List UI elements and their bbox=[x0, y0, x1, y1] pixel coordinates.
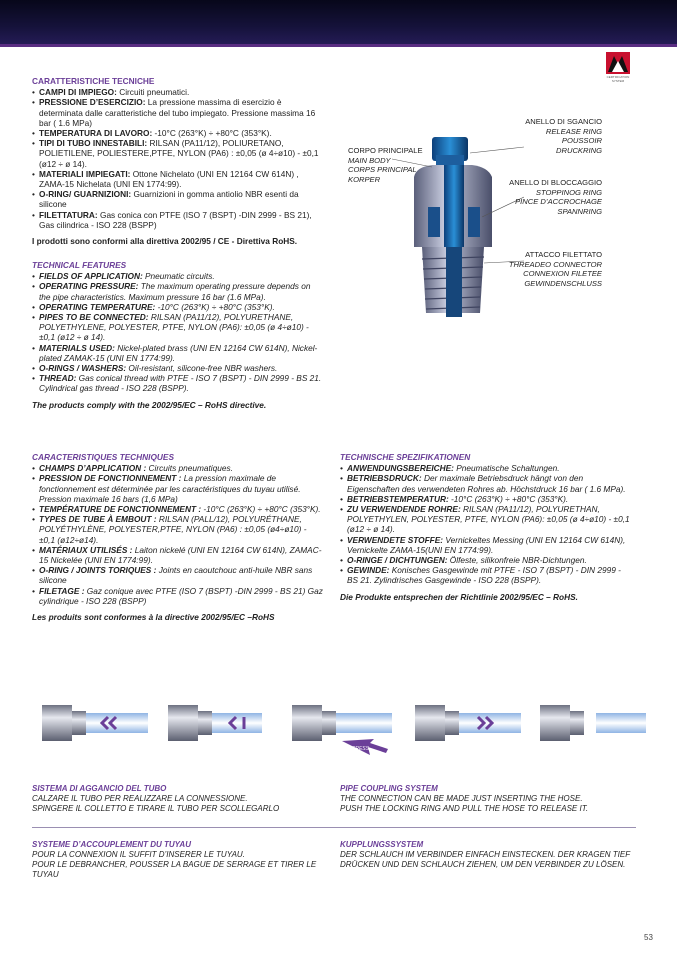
spec-item bbox=[32, 363, 324, 373]
spec-item-key: PRESSIONE D’ESERCIZIO: bbox=[39, 97, 146, 108]
spec-item-key: O-RINGS / WASHERS: bbox=[39, 363, 127, 374]
spec-item bbox=[340, 555, 632, 565]
spec-item bbox=[32, 97, 324, 128]
spec-item bbox=[32, 138, 324, 169]
spec-item-value: -10°C (263°K) ÷ +80°C (353°K). bbox=[201, 504, 321, 515]
spec-item-value: Oil-resistant, silicone-free NBR washers. bbox=[126, 363, 278, 374]
spec-item-value: RILSAN (PA11/12), POLYURETHANE, POLYETHYLENE, POLYESTER, PTFE, NYLON (PA6): ±0,05 (ø 4÷ø10) - ±0,1 (ø12 ÷ ø 14). bbox=[39, 312, 309, 343]
spec-item-key: FIELDS OF APPLICATION: bbox=[39, 271, 143, 282]
french-specs bbox=[32, 452, 324, 622]
spec-item bbox=[32, 302, 324, 312]
italian-specs-title: CARATTERISTICHE TECNICHE bbox=[32, 76, 155, 86]
spec-item-key: ANWENDUNGSBEREICHE: bbox=[347, 463, 454, 474]
spec-item-value: Ölfeste, silikonfreie NBR-Dichtungen. bbox=[447, 555, 587, 566]
coupling-sequence-diagram bbox=[30, 695, 650, 755]
spec-item-value: Pneumatic circuits. bbox=[142, 271, 215, 282]
spec-item bbox=[340, 535, 632, 555]
english-rohs-note: The products comply with the 2002/95/EC – RoHS directive. bbox=[32, 399, 267, 410]
spec-item-value: Guarnizioni in gomma antiolio NBR esenti da silicone bbox=[39, 189, 299, 210]
spec-item-key: O-RING / JOINTS TORIQUES : bbox=[39, 565, 157, 576]
spec-item bbox=[32, 463, 324, 473]
spec-item bbox=[340, 494, 632, 504]
spec-item bbox=[340, 473, 632, 493]
spec-item-value: La pressione massima di esercizio è determinata dalle caratteristiche del tubo impiegato. Pressione massima 16 bar ( 1.6 MPa) bbox=[39, 97, 316, 128]
spec-item-key: OPERATING TEMPERATURE: bbox=[39, 301, 156, 312]
spec-item-key: MATERIALI IMPIEGATI: bbox=[39, 168, 131, 179]
spec-item-key: PIPES TO BE CONNECTED: bbox=[39, 312, 149, 323]
spec-item bbox=[32, 189, 324, 209]
logo-caption: CERTIFICATION SYSTEM bbox=[606, 75, 630, 83]
spec-item bbox=[32, 281, 324, 301]
release-ring-label: ANELLO DI SGANCIO RELEASE RING POUSSOIR DRUCKRING bbox=[525, 117, 602, 155]
spec-item bbox=[32, 586, 324, 606]
spec-item-value: Ottone Nichelato (UNI EN 12164 CW 614N) , ZAMA-15 Nichelata (UNI EN 1774:99). bbox=[39, 168, 299, 190]
spec-item-key: MATÉRIAUX UTILISÉS : bbox=[39, 544, 133, 555]
spec-item-key: THREAD: bbox=[39, 373, 77, 384]
main-body-label: CORPO PRINCIPALE MAIN BODY CORPS PRINCIPAL KORPER bbox=[348, 146, 423, 184]
spec-item-value: RILSAN (PA11/12), POLYURETHAN, POLYETHYLEN, POLYESTER, PTFE, NYLON (PA6): ±0,05 (ø 4÷ø10) - ±0,1 (ø12 ÷ ø 14). bbox=[347, 504, 630, 535]
spec-item-value: Gas conical thread with PTFE - ISO 7 (BSPT) - DIN 2999 - BS 21. Cylindrical gas thread - ISO 228 (BSPP). bbox=[39, 373, 322, 394]
spec-item-key: VERWENDETE STOFFE: bbox=[347, 534, 444, 545]
stopping-ring-label: ANELLO DI BLOCCAGGIO STOPPINOG RING PINCE D’ACCROCHAGE SPANNRING bbox=[509, 178, 602, 216]
spec-item-key: TIPI DI TUBO INNESTABILI: bbox=[39, 138, 148, 149]
french-rohs-note: Les produits sont conformes à la directive 2002/95/EC –RoHS bbox=[32, 612, 275, 623]
spec-item-key: CHAMPS D’APPLICATION : bbox=[39, 463, 147, 474]
spec-item-key: TYPES DE TUBE À EMBOUT : bbox=[39, 514, 157, 525]
spec-item bbox=[32, 271, 324, 281]
spec-item bbox=[32, 565, 324, 585]
spec-item-value: The maximum operating pressure depends on the pipe characteristics. Maximum pressure 16 bar (1.6 MPa). bbox=[39, 281, 311, 302]
english-specs-title: TECHNICAL FEATURES bbox=[32, 260, 127, 270]
spec-item-key: ZU VERWENDENDE ROHRE: bbox=[347, 504, 461, 515]
step-3-press bbox=[292, 705, 392, 755]
spec-item bbox=[32, 128, 324, 138]
caption-italian: SISTEMA DI AGGANCIO DEL TUBO CALZARE IL TUBO PER REALIZZARE LA CONNESSIONE. SPINGERE IL COLLETTO E TIRARE IL TUBO PER SCOLLEGARLO bbox=[32, 784, 280, 813]
spec-item-key: BETRIEBSDRUCK: bbox=[347, 473, 422, 484]
step-4-release bbox=[415, 705, 521, 741]
german-specs-title: TECHNISCHE SPEZIFIKATIONEN bbox=[340, 452, 471, 462]
spec-item-value: Nickel-plated brass (UNI EN 12164 CW 614N), Nickel-plated ZAMAK-15 (UNI EN 1774:99). bbox=[39, 342, 318, 363]
spec-item bbox=[32, 373, 324, 393]
spec-item bbox=[32, 343, 324, 363]
spec-item-value: -10°C (263°K) ÷ +80°C (353°K). bbox=[152, 128, 272, 139]
step-2-lock bbox=[168, 705, 262, 741]
english-specs bbox=[32, 260, 324, 410]
french-specs-title: CARACTERISTIQUES TECHNIQUES bbox=[32, 452, 174, 462]
spec-item bbox=[340, 565, 632, 585]
spec-item bbox=[340, 504, 632, 535]
header-accent-line bbox=[0, 44, 677, 47]
caption-divider bbox=[32, 827, 636, 828]
spec-item-value: Gas conica con PTFE (ISO 7 (BSPT) -DIN 2999 - BS 21), Gas cilindrica - ISO 228 (BSPP) bbox=[39, 209, 312, 230]
caption-german: KUPPLUNGSSYSTEM DER SCHLAUCH IM VERBINDER EINFACH EINSTECKEN. DER KRAGEN TIEF DRÜCKEN UND DEN SCHLAUCH ZIEHEN, UM DEN VERBINDER ZU LÖSEN. bbox=[340, 840, 631, 869]
spec-item-value: Circuiti pneumatici. bbox=[116, 87, 190, 98]
press-label: PRESS bbox=[352, 746, 369, 752]
step-5-removed bbox=[540, 705, 646, 741]
spec-item-value: Vernickeltes Messing (UNI EN 12164 CW 614N), Vernickelte ZAMA-15(UNI EN 1774:99). bbox=[347, 534, 626, 555]
spec-item-key: MATERIALS USED: bbox=[39, 342, 115, 353]
spec-item-key: OPERATING PRESSURE: bbox=[39, 281, 139, 292]
italian-specs bbox=[32, 76, 324, 246]
spec-item-value: Laiton nickelé (UNI EN 12164 CW 614N), ZAMAC-15 Nickelée (UNI EN 1774:99). bbox=[39, 544, 322, 566]
threaded-connector-label: ATTACCO FILETTATO THREADEO CONNECTOR CONNEXION FILETEE GEWINDENSCHLUSS bbox=[508, 250, 602, 288]
spec-item-value: -10°C (263°K) ÷ +80°C (353°K). bbox=[448, 493, 569, 504]
company-logo-icon bbox=[606, 52, 630, 74]
spec-item bbox=[32, 545, 324, 565]
spec-item-key: PRESSION DE FONCTIONNEMENT : bbox=[39, 473, 182, 484]
spec-item-key: TEMPÉRATURE DE FONCTIONNEMENT : bbox=[39, 504, 202, 515]
spec-item-value: Joints en caoutchouc anti-huile NBR sans silicone bbox=[39, 565, 313, 586]
spec-item bbox=[340, 463, 632, 473]
spec-item-value: Pneumatische Schaltungen. bbox=[453, 463, 560, 474]
spec-item-value: RILSAN (PALL/12), POLYURÉTHANE, POLYÉTHYLÈNE, POLYESTER,PTFE, NYLON (PA6) : ±0,05 (ø4÷ø10) - ±0,1 (ø12÷ø14). bbox=[39, 514, 307, 545]
italian-rohs-note: I prodotti sono conformi alla direttiva 2002/95 / CE - Direttiva RoHS. bbox=[32, 236, 298, 247]
spec-item-value: La pression maximale de fonctionnement est déterminée par les caractéristiques du tuyau utilisé. Pression maximale 16 bars (1,6 MPa) bbox=[39, 473, 301, 504]
spec-item-key: O-RING/ GUARNIZIONI: bbox=[39, 189, 132, 200]
spec-item-key: TEMPERATURA DI LAVORO: bbox=[39, 128, 153, 139]
page-header-band bbox=[0, 0, 677, 44]
spec-item-key: CAMPI DI IMPIEGO: bbox=[39, 87, 117, 98]
spec-item-key: FILETTATURA: bbox=[39, 209, 98, 220]
spec-item-key: FILETAGE : bbox=[39, 585, 85, 596]
spec-item bbox=[32, 504, 324, 514]
spec-item-value: Gaz conique avec PTFE (ISO 7 (BSPT) -DIN 2999 - BS 21) Gaz cylindrique - ISO 228 (BSPP) bbox=[39, 585, 323, 606]
spec-item bbox=[32, 514, 324, 545]
spec-item bbox=[32, 169, 324, 189]
spec-item bbox=[32, 87, 324, 97]
caption-english: PIPE COUPLING SYSTEM THE CONNECTION CAN BE MADE JUST INSERTING THE HOSE. PUSH THE LOCKING RING AND PULL THE HOSE TO RELEASE IT. bbox=[340, 784, 589, 813]
caption-french: SYSTEME D’ACCOUPLEMENT DU TUYAU POUR LA CONNEXION IL SUFFIT D’INSERER LE TUYAU. POUR LE DEBRANCHER, POUSSER LA BAGUE DE SERRAGE ET TIRER LE TUYAU bbox=[32, 840, 317, 879]
spec-item-value: RILSAN (PA11/12), POLIURETANO, POLIETILENE, POLIESTERE,PTFE, NYLON (PA6) : ±0,05 (ø 4÷ø10) - ±0,1 (ø12 ÷ ø 14). bbox=[39, 138, 319, 169]
german-rohs-note: Die Produkte entsprechen der Richtlinie 2002/95/EC – RoHS. bbox=[340, 591, 578, 602]
step-1-insert bbox=[42, 705, 148, 741]
spec-item bbox=[32, 210, 324, 230]
german-specs bbox=[340, 452, 632, 602]
spec-item-key: GEWINDE: bbox=[347, 565, 390, 576]
spec-item-value: Konisches Gasgewinde mit PTFE - ISO 7 (BSPT) - DIN 2999 - BS 21. Zylindrisches Gasgewinde - ISO 228 (BSPP). bbox=[347, 565, 621, 586]
spec-item-value: Circuits pneumatiques. bbox=[146, 463, 233, 474]
spec-item bbox=[32, 473, 324, 504]
spec-item-value: Der maximale Betriebsdruck hängt von den Eigenschaften des verwendeten Rohres ab. Höchstdruck 16 bar ( 1.6 MPa). bbox=[347, 473, 626, 494]
page-number: 53 bbox=[644, 933, 653, 942]
spec-item-key: O-RINGE / DICHTUNGEN: bbox=[347, 555, 448, 566]
spec-item-key: BETRIEBSTEMPERATUR: bbox=[347, 493, 449, 504]
spec-item-value: -10°C (263°K) ÷ +80°C (353°K). bbox=[155, 301, 275, 312]
spec-item bbox=[32, 312, 324, 343]
